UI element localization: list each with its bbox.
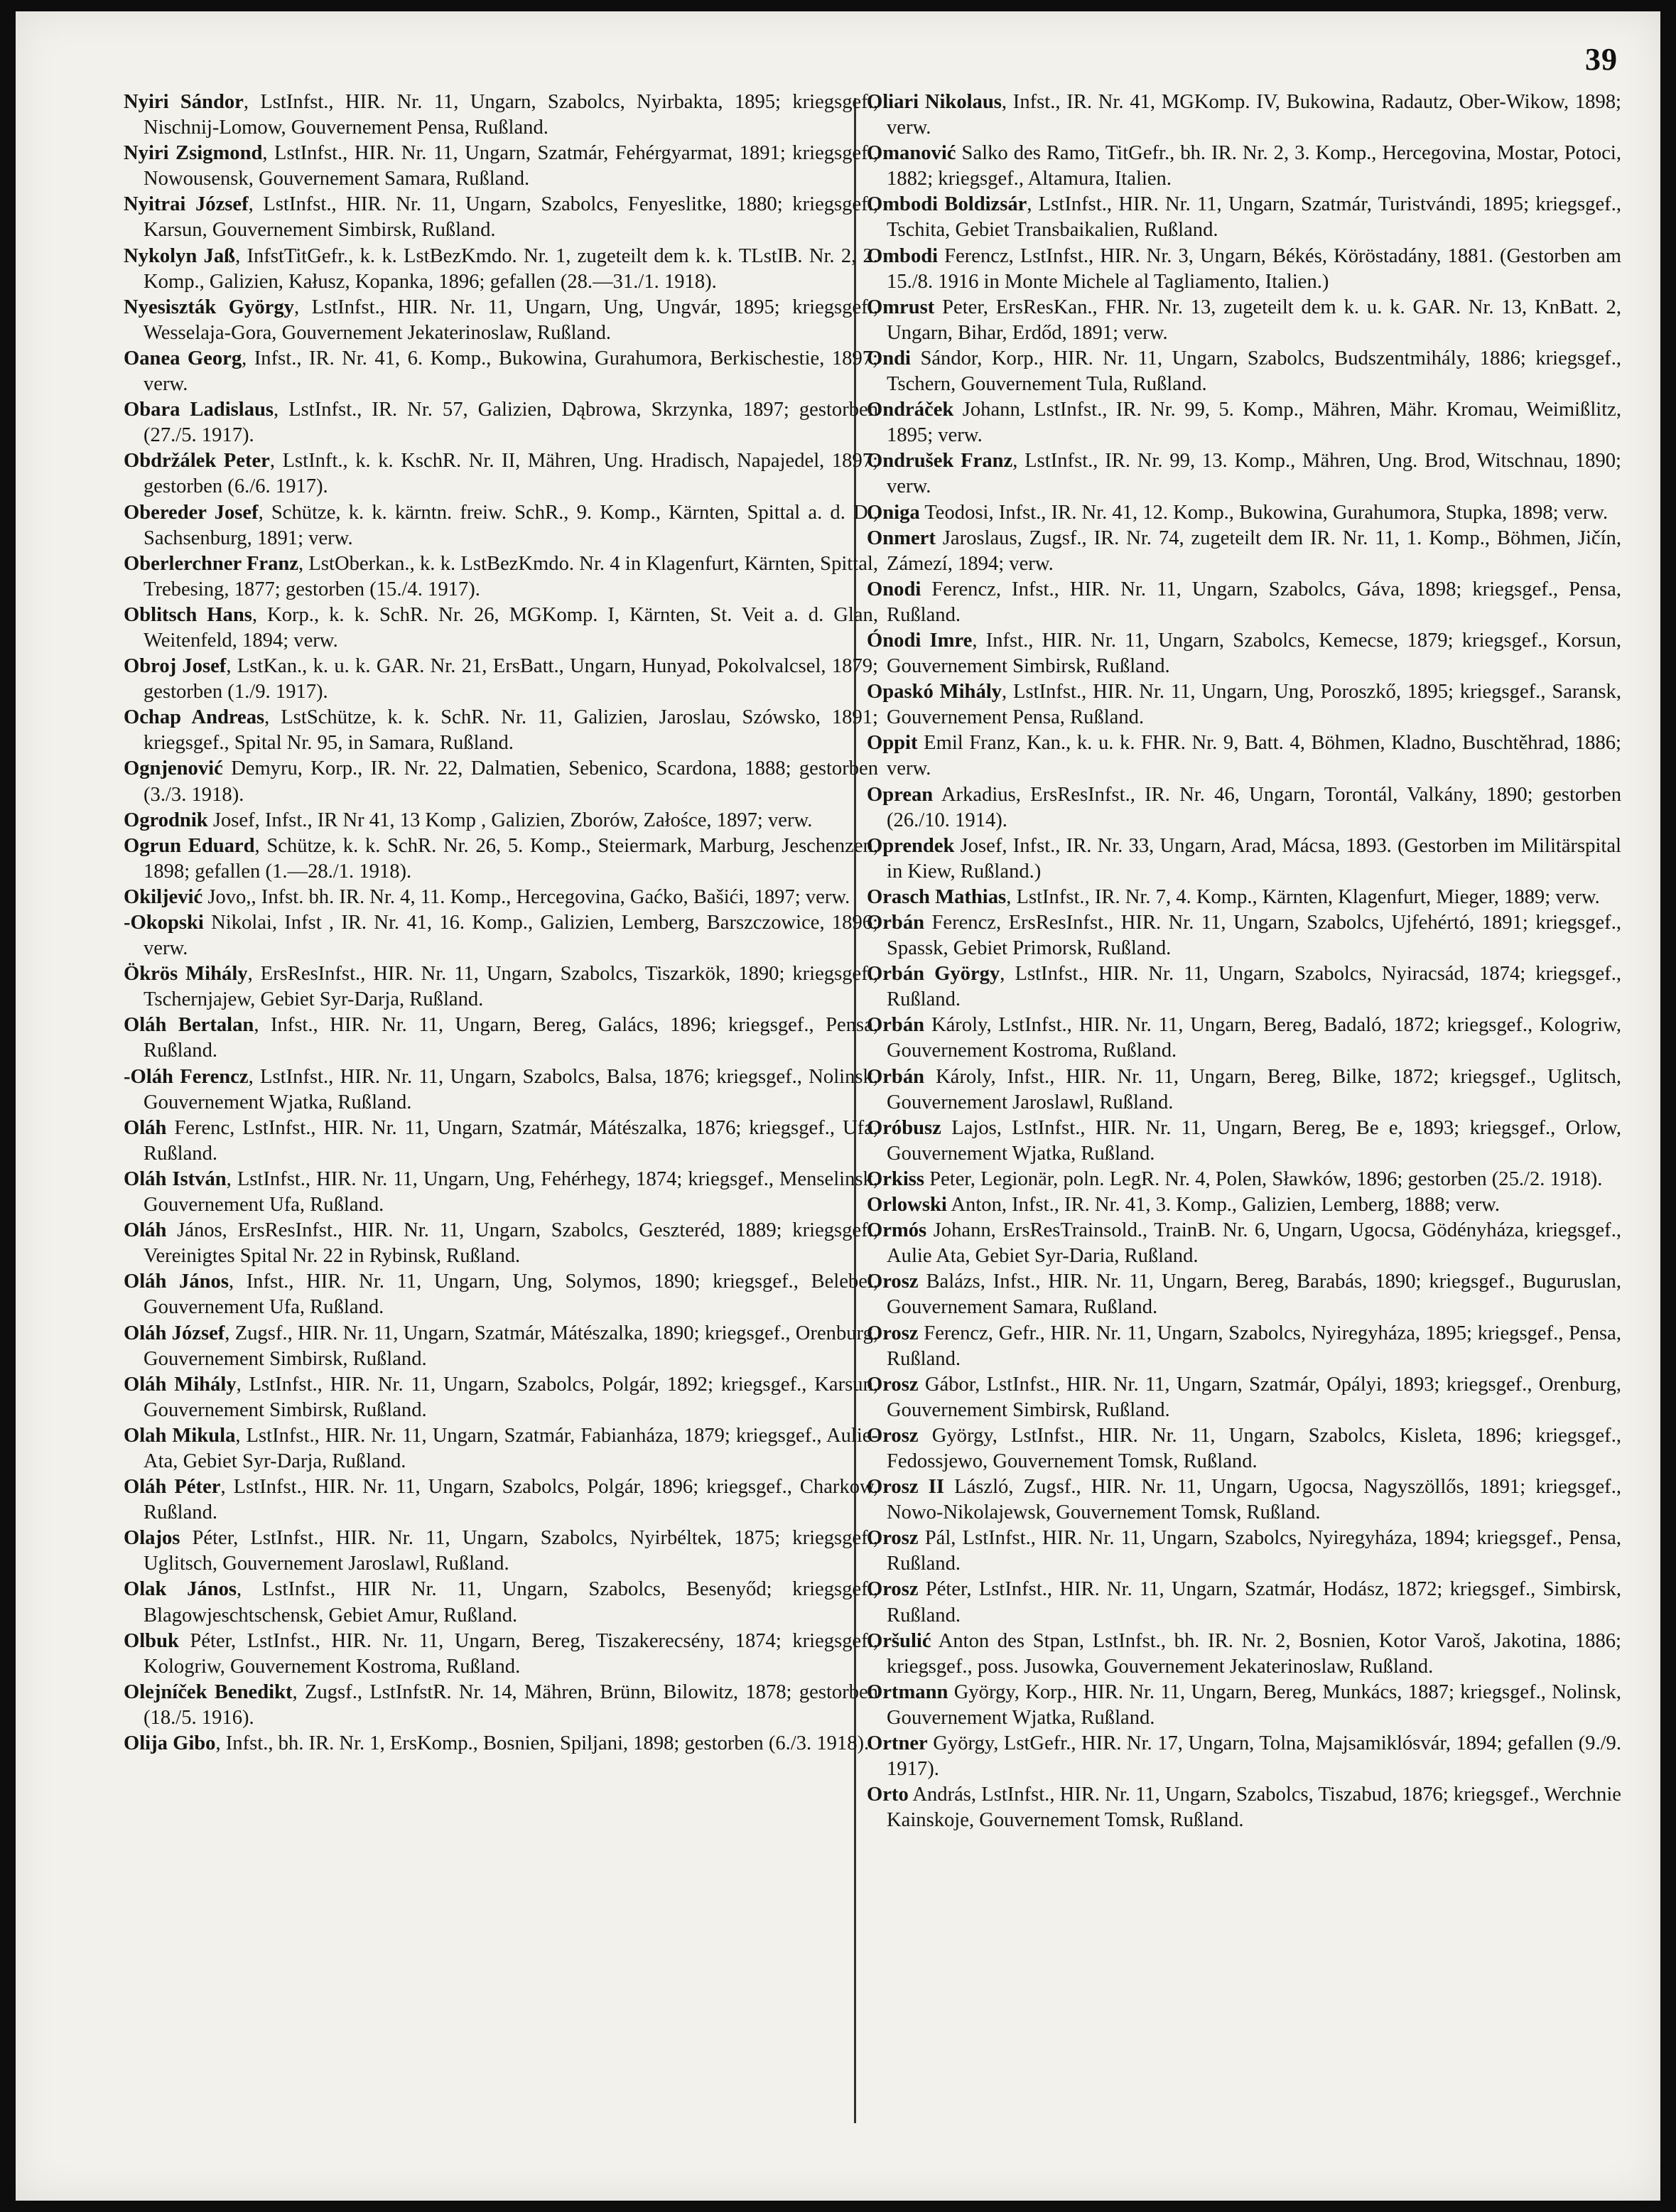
entry-name: Oniga (867, 501, 920, 524)
entry-details: György, LstInfst., HIR. Nr. 11, Ungarn, Szabolcs, Kisleta, 1896; kriegsgef., Fedossjewo, Gouvernement Tomsk, Rußland. (887, 1424, 1621, 1472)
entry-name: Ondráček (867, 399, 954, 421)
entry-details: Ferencz, Gefr., HIR. Nr. 11, Ungarn, Szabolcs, Nyiregyháza, 1895; kriegsgef., Pensa, Rußland. (887, 1322, 1621, 1370)
list-entry (867, 397, 1621, 448)
list-entry (124, 397, 878, 448)
entry-details: Peter, ErsResKan., FHR. Nr. 13, zugeteilt dem k. u. k. GAR. Nr. 13, KnBatt. 2, Ungarn, Bihar, Erdőd, 1891; verw. (887, 296, 1621, 344)
entry-name: Oliari Nikolaus (867, 91, 1002, 113)
list-entry (867, 295, 1621, 346)
entry-name: Oróbusz (867, 1116, 941, 1139)
entry-details: , LstInfst., HIR. Nr. 11, Ungarn, Szabolcs, Fenyeslitke, 1880; kriegsgef., Karsun, Gouvernement Simbirsk, Rußland. (144, 193, 878, 242)
entry-details: András, LstInfst., HIR. Nr. 11, Ungarn, Szabolcs, Tiszabud, 1876; kriegsgef., Werchnie Kainskoje, Gouvernement Tomsk, Rußland. (887, 1784, 1621, 1832)
list-entry (867, 1218, 1621, 1269)
list-entry (867, 1116, 1621, 1167)
list-entry (124, 1321, 878, 1372)
entry-details: , LstInfst., HIR Nr. 11, Ungarn, Szabolcs, Besenyőd; kriegsgef., Blagowjeschtschensk, Gebiet Amur, Rußland. (144, 1578, 878, 1626)
entry-details: , Schütze, k. k. kärntn. freiw. SchR., 9. Komp., Kärnten, Spittal a. d. D., Sachsenburg, 1891; verw. (144, 501, 878, 549)
entry-details: Péter, LstInfst., HIR. Nr. 11, Ungarn, Szabolcs, Nyirbéltek, 1875; kriegsgef., Uglitsch, Gouvernement Jaroslawl, Rußland. (144, 1527, 878, 1575)
right-column (867, 90, 1621, 1833)
entry-name: Oláh Mihály (124, 1373, 237, 1396)
list-entry (124, 141, 878, 192)
entry-details: , LstInfst., HIR. Nr. 11, Ungarn, Szatmár, Fehérgyarmat, 1891; kriegsgef., Nowousensk, Gouvernement Samara, Rußland. (144, 142, 878, 190)
entry-name: Obara Ladislaus (124, 399, 274, 421)
list-entry (867, 1423, 1621, 1474)
document-page (16, 11, 1660, 2201)
entry-details: György, Korp., HIR. Nr. 11, Ungarn, Bereg, Munkács, 1887; kriegsgef., Nolinsk, Gouvernement Wjatka, Rußland. (887, 1680, 1621, 1729)
entry-name: Okiljević (124, 885, 203, 908)
entry-name: Onodi (867, 578, 921, 600)
entry-name: Ortmann (867, 1680, 948, 1703)
entry-details: Ferencz, LstInfst., HIR. Nr. 3, Ungarn, Békés, Köröstadány, 1881. (Gestorben am 15./8. 1916 in Monte Michele al Tagliamento, Italien.) (887, 244, 1621, 293)
entry-name: -Oláh Ferencz (124, 1065, 249, 1088)
list-entry (867, 679, 1621, 730)
list-entry (867, 730, 1621, 782)
list-entry (867, 577, 1621, 628)
list-entry (124, 654, 878, 705)
entry-details: , LstInfst., HIR. Nr. 11, Ungarn, Szabolcs, Polgár, 1892; kriegsgef., Karsun, Gouvernement Simbirsk, Rußland. (144, 1373, 878, 1421)
entry-name: Orosz (867, 1424, 919, 1447)
entry-details: Ferencz, ErsResInfst., HIR. Nr. 11, Ungarn, Szabolcs, Ujfehértó, 1891; kriegsgef., Spassk, Gebiet Primorsk, Rußland. (887, 912, 1621, 960)
entry-details: , Infst., bh. IR. Nr. 1, ErsKomp., Bosnien, Spiljani, 1898; gestorben (6./3. 1918). (215, 1732, 870, 1754)
list-entry (867, 1167, 1621, 1192)
entry-name: Olak János (124, 1578, 237, 1601)
entry-name: Ombodi (867, 244, 939, 267)
list-entry (124, 1167, 878, 1218)
entry-name: Opaskó Mihály (867, 681, 1002, 703)
entry-details: , ErsResInfst., HIR. Nr. 11, Ungarn, Szabolcs, Tiszarkök, 1890; kriegsgef., Tschernjajew, Gebiet Syr-Darja, Rußland. (144, 963, 878, 1011)
list-entry (124, 1269, 878, 1320)
entry-details: , LstInfst., HIR. Nr. 11, Ungarn, Szabolcs, Polgár, 1896; kriegsgef., Charkow, Rußland. (144, 1476, 878, 1524)
entry-name: Oblitsch Hans (124, 603, 252, 626)
entry-details: Johann, LstInfst., IR. Nr. 99, 5. Komp., Mähren, Mähr. Kromau, Weimißlitz, 1895; verw. (887, 399, 1621, 447)
entry-details: Sándor, Korp., HIR. Nr. 11, Ungarn, Szabolcs, Budszentmihály, 1886; kriegsgef., Tschern, Gouvernement Tula, Rußland. (887, 347, 1621, 396)
entry-name: Orbán (867, 1014, 925, 1037)
list-entry (867, 885, 1621, 910)
entry-details: , LstInfst., HIR. Nr. 11, Ungarn, Szabolcs, Nyirbakta, 1895; kriegsgef., Nischnij-Lomow, Gouvernement Pensa, Rußland. (144, 91, 878, 139)
entry-details: Péter, LstInfst., HIR. Nr. 11, Ungarn, Bereg, Tiszakerecsény, 1874; kriegsgef., Kologriw, Gouvernement Kostroma, Rußland. (144, 1629, 878, 1678)
entry-name: Ortner (867, 1732, 928, 1754)
list-entry (867, 910, 1621, 961)
entry-name: Orasch Mathias (867, 885, 1007, 908)
entry-details: , LstInft., k. k. KschR. Nr. II, Mähren, Ung. Hradisch, Napajedel, 1897; gestorben (6./6. 1917). (144, 450, 878, 498)
list-entry (124, 346, 878, 397)
list-entry (124, 603, 878, 654)
entry-name: Oláh Bertalan (124, 1014, 254, 1037)
entry-details: Károly, Infst., HIR. Nr. 11, Ungarn, Bereg, Bilke, 1872; kriegsgef., Uglitsch, Gouvernement Jaroslawl, Rußland. (887, 1065, 1621, 1113)
entry-details: László, Zugsf., HIR. Nr. 11, Ungarn, Ugocsa, Nagyszöllős, 1891; kriegsgef., Nowo-Nikolajewsk, Gouvernement Tomsk, Rußland. (887, 1476, 1621, 1524)
entry-name: Nykolyn Jaß (124, 244, 236, 267)
entry-name: Orkiss (867, 1167, 925, 1190)
entry-details: Teodosi, Infst., IR. Nr. 41, 12. Komp., Bukowina, Gurahumora, Stupka, 1898; verw. (919, 501, 1609, 524)
entry-details: , LstInfst., HIR. Nr. 11, Ungarn, Ung, Ungvár, 1895; kriegsgef., Wesselaja-Gora, Gouvernement Jekaterinoslaw, Rußland. (144, 296, 878, 344)
list-entry (124, 192, 878, 243)
entry-details: , LstSchütze, k. k. SchR. Nr. 11, Galizien, Jaroslau, Szówsko, 1891; kriegsgef., Spital Nr. 95, in Samara, Rußland. (144, 706, 878, 755)
entry-name: Orbán (867, 1065, 925, 1088)
entry-name: Ónodi Imre (867, 629, 973, 652)
entry-name: Oprendek (867, 834, 955, 857)
entry-name: Nyiri Zsigmond (124, 142, 263, 165)
entry-details: Peter, Legionär, poln. LegR. Nr. 4, Polen, Sławków, 1896; gestorben (25./2. 1918). (924, 1167, 1603, 1190)
list-entry (124, 1372, 878, 1423)
entry-name: Obereder Josef (124, 501, 259, 524)
entry-name: Obroj Josef (124, 655, 227, 678)
list-entry (124, 1629, 878, 1680)
entry-details: Jaroslaus, Zugsf., IR. Nr. 74, zugeteilt dem IR. Nr. 11, 1. Komp., Böhmen, Jičín, Zámezí, 1894; verw. (887, 527, 1621, 575)
entry-name: Orto (867, 1784, 909, 1806)
list-entry (867, 1372, 1621, 1423)
entry-details: , LstInfst., IR. Nr. 99, 13. Komp., Mähren, Ung. Brod, Witschnau, 1890; verw. (887, 450, 1621, 498)
entry-details: , Korp., k. k. SchR. Nr. 26, MGKomp. I, Kärnten, St. Veit a. d. Glan, Weitenfeld, 1894; verw. (144, 603, 878, 652)
list-entry (124, 448, 878, 500)
entry-details: , LstInfst., HIR. Nr. 11, Ungarn, Szabolcs, Balsa, 1876; kriegsgef., Nolinsk, Gouvernement Wjatka, Rußland. (144, 1065, 878, 1113)
entry-name: Orbán (867, 912, 925, 934)
list-entry (867, 628, 1621, 679)
entry-details: , Infst., IR. Nr. 41, MGKomp. IV, Bukowina, Radautz, Ober-Wikow, 1898; verw. (887, 91, 1621, 139)
entry-name: Omanović (867, 142, 956, 165)
entry-details: Gábor, LstInfst., HIR. Nr. 11, Ungarn, Szatmár, Opályi, 1893; kriegsgef., Orenburg, Gouvernement Simbirsk, Rußland. (887, 1373, 1621, 1421)
entry-details: Josef, Infst., IR Nr 41, 13 Komp , Galizien, Zborów, Załośce, 1897; verw. (207, 809, 813, 831)
entry-name: Oberlerchner Franz (124, 552, 299, 575)
entry-name: Ondrušek Franz (867, 450, 1013, 473)
entry-details: , LstOberkan., k. k. LstBezKmdo. Nr. 4 in Klagenfurt, Kärnten, Spittal, Trebesing, 1877; gestorben (15./4. 1917). (144, 552, 878, 600)
list-entry (124, 1423, 878, 1474)
entry-details: Emil Franz, Kan., k. u. k. FHR. Nr. 9, Batt. 4, Böhmen, Kladno, Buschtěhrad, 1886; verw. (887, 732, 1621, 780)
list-entry (867, 782, 1621, 833)
entry-details: , Infst., HIR. Nr. 11, Ungarn, Bereg, Galács, 1896; kriegsgef., Pensa, Rußland. (144, 1014, 878, 1062)
entry-details: Károly, LstInfst., HIR. Nr. 11, Ungarn, Bereg, Badaló, 1872; kriegsgef., Kologriw, Gouvernement Kostroma, Rußland. (887, 1014, 1621, 1062)
entry-name: Oršulić (867, 1629, 931, 1652)
entry-name: Orosz (867, 1270, 919, 1293)
entry-name: Onmert (867, 527, 936, 549)
list-entry (867, 1782, 1621, 1833)
entry-details: , Zugsf., HIR. Nr. 11, Ungarn, Szatmár, Mátészalka, 1890; kriegsgef., Orenburg, Gouvernement Simbirsk, Rußland. (144, 1322, 878, 1370)
entry-name: Olajos (124, 1527, 180, 1550)
list-entry (124, 500, 878, 551)
list-entry (124, 705, 878, 756)
list-entry (867, 1577, 1621, 1628)
list-entry (867, 1629, 1621, 1680)
entry-name: Orosz (867, 1578, 919, 1601)
entry-details: Lajos, LstInfst., HIR. Nr. 11, Ungarn, Bereg, Be e, 1893; kriegsgef., Orlow, Gouvernement Wjatka, Rußland. (887, 1116, 1621, 1165)
list-entry (124, 1013, 878, 1064)
list-entry (867, 141, 1621, 192)
entry-name: Olbuk (124, 1629, 179, 1652)
entry-name: Ogrun Eduard (124, 834, 255, 857)
entry-name: Orosz (867, 1322, 919, 1344)
entry-name: Orosz (867, 1373, 919, 1396)
entry-details: Jovo,, Infst. bh. IR. Nr. 4, 11. Komp., Hercegovina, Gaćko, Bašići, 1897; verw. (202, 885, 850, 908)
list-entry (867, 1064, 1621, 1116)
list-entry (867, 961, 1621, 1013)
entry-details: , Infst., IR. Nr. 41, 6. Komp., Bukowina, Gurahumora, Berkischestie, 1897; verw. (144, 347, 878, 396)
entry-name: Oanea Georg (124, 347, 242, 369)
entry-details: , Zugsf., LstInfstR. Nr. 14, Mähren, Brünn, Bilowitz, 1878; gestorben (18./5. 1916). (144, 1680, 878, 1729)
entry-name: Omrust (867, 296, 935, 318)
entry-details: Ferencz, Infst., HIR. Nr. 11, Ungarn, Szabolcs, Gáva, 1898; kriegsgef., Pensa, Rußland. (887, 578, 1621, 626)
entry-details: Demyru, Korp., IR. Nr. 22, Dalmatien, Sebenico, Scardona, 1888; gestorben (3./3. 1918). (144, 757, 878, 806)
list-entry (867, 346, 1621, 397)
entry-name: Nyesiszták György (124, 296, 294, 318)
entry-details: Ferenc, LstInfst., HIR. Nr. 11, Ungarn, Szatmár, Mátészalka, 1876; kriegsgef., Ufa, Rußland. (144, 1116, 878, 1165)
entry-name: Oprean (867, 783, 934, 806)
list-entry (867, 833, 1621, 885)
entry-name: Ogrodnik (124, 809, 208, 831)
entry-name: Olejníček Benedikt (124, 1680, 293, 1703)
entry-details: György, LstGefr., HIR. Nr. 17, Ungarn, Tolna, Majsamiklósvár, 1894; gefallen (9./9. 1917). (887, 1732, 1621, 1781)
entry-details: , Schütze, k. k. SchR. Nr. 26, 5. Komp., Steiermark, Marburg, Jeschenzen, 1898; gefallen (1.—28./1. 1918). (144, 834, 878, 883)
page-number: 39 (1585, 42, 1618, 77)
list-entry (867, 1013, 1621, 1064)
entry-name: Oláh (124, 1219, 167, 1242)
list-entry (124, 551, 878, 603)
entry-name: Oláh János (124, 1270, 229, 1293)
entry-details: Anton des Stpan, LstInfst., bh. IR. Nr. 2, Bosnien, Kotor Varoš, Jakotina, 1886; kriegsgef., poss. Jusowka, Gouvernement Jekaterinoslaw, Rußland. (887, 1629, 1621, 1678)
entry-details: Nikolai, Infst , IR. Nr. 41, 16. Komp., Galizien, Lemberg, Barszczowice, 1896; verw. (144, 912, 878, 960)
entry-details: János, ErsResInfst., HIR. Nr. 11, Ungarn, Szabolcs, Geszteréd, 1889; kriegsgef., Vereinigtes Spital Nr. 22 in Rybinsk, Rußland. (144, 1219, 878, 1268)
entry-name: Ombodi Boldizsár (867, 193, 1027, 216)
list-entry (124, 910, 878, 961)
entry-details: Balázs, Infst., HIR. Nr. 11, Ungarn, Bereg, Barabás, 1890; kriegsgef., Buguruslan, Gouvernement Samara, Rußland. (887, 1270, 1621, 1319)
entry-details: , Infst., HIR. Nr. 11, Ungarn, Ung, Solymos, 1890; kriegsgef., Belebei, Gouvernement Ufa, Rußland. (144, 1270, 878, 1319)
list-entry (867, 1526, 1621, 1577)
entry-name: Ormós (867, 1219, 927, 1242)
entry-details: Johann, ErsResTrainsold., TrainB. Nr. 6, Ungarn, Ugocsa, Gödényháza, kriegsgef., Aulie Ata, Gebiet Syr-Daria, Rußland. (887, 1219, 1621, 1268)
entry-name: Ognjenović (124, 757, 223, 780)
entry-name: Oláh Péter (124, 1476, 221, 1499)
entry-name: Oláh (124, 1116, 167, 1139)
list-entry (867, 500, 1621, 526)
entry-name: Obdržálek Peter (124, 450, 270, 473)
left-column (124, 90, 878, 1757)
list-entry (124, 961, 878, 1013)
list-entry (124, 1474, 878, 1526)
list-entry (124, 90, 878, 141)
entry-details: , LstKan., k. u. k. GAR. Nr. 21, ErsBatt., Ungarn, Hunyad, Pokolvalcsel, 1879; gestorben (1./9. 1917). (144, 655, 878, 703)
list-entry (124, 1731, 878, 1757)
list-entry (867, 1731, 1621, 1782)
list-entry (867, 1269, 1621, 1320)
entry-name: -Okopski (124, 912, 204, 934)
entry-details: , LstInfst., HIR. Nr. 11, Ungarn, Szabolcs, Nyiracsád, 1874; kriegsgef., Rußland. (887, 963, 1621, 1011)
list-entry (867, 1680, 1621, 1731)
entry-name: Olah Mikula (124, 1424, 236, 1447)
list-entry (867, 192, 1621, 243)
list-entry (867, 1321, 1621, 1372)
entry-details: , InfstTitGefr., k. k. LstBezKmdo. Nr. 1, zugeteilt dem k. k. TLstIB. Nr. 2, 2. Komp., Galizien, Kałusz, Kopanka, 1896; gefallen (28.—31./1. 1918). (144, 244, 878, 293)
entry-details: , Infst., HIR. Nr. 11, Ungarn, Szabolcs, Kemecse, 1879; kriegsgef., Korsun, Gouvernement Simbirsk, Rußland. (887, 629, 1621, 678)
entry-name: Oláh István (124, 1167, 227, 1190)
list-entry (124, 1577, 878, 1628)
entry-name: Ochap Andreas (124, 706, 265, 729)
entry-details: , LstInfst., HIR. Nr. 11, Ungarn, Szatmár, Fabianháza, 1879; kriegsgef., Aulie-Ata, Gebiet Syr-Darja, Rußland. (144, 1424, 878, 1472)
entry-name: Nyiri Sándor (124, 91, 244, 113)
entry-details: , LstInfst., HIR. Nr. 11, Ungarn, Ung, Fehérhegy, 1874; kriegsgef., Menselinsk, Gouvernement Ufa, Rußland. (144, 1167, 878, 1216)
list-entry (867, 90, 1621, 141)
entry-details: Pál, LstInfst., HIR. Nr. 11, Ungarn, Szabolcs, Nyiregyháza, 1894; kriegsgef., Pensa, Rußland. (887, 1527, 1621, 1575)
entry-details: Salko des Ramo, TitGefr., bh. IR. Nr. 2, 3. Komp., Hercegovina, Mostar, Potoci, 1882; kriegsgef., Altamura, Italien. (887, 142, 1621, 190)
entry-name: Nyitrai József (124, 193, 249, 216)
list-entry (124, 885, 878, 910)
entry-name: Orosz (867, 1527, 919, 1550)
list-entry (867, 1192, 1621, 1218)
entry-name: Orbán György (867, 963, 1000, 986)
entry-name: Ökrös Mihály (124, 963, 248, 986)
entry-name: Orlowski (867, 1194, 947, 1216)
list-entry (124, 1680, 878, 1731)
list-entry (124, 808, 878, 833)
list-entry (124, 295, 878, 346)
entry-details: Anton, Infst., IR. Nr. 41, 3. Komp., Galizien, Lemberg, 1888; verw. (946, 1194, 1501, 1216)
entry-name: Orosz II (867, 1476, 944, 1499)
list-entry (124, 1116, 878, 1167)
entry-details: , LstInfst., HIR. Nr. 11, Ungarn, Ung, Poroszkő, 1895; kriegsgef., Saransk, Gouvernement Pensa, Rußland. (887, 681, 1621, 729)
list-entry (124, 756, 878, 807)
list-entry (867, 1474, 1621, 1526)
entry-details: , LstInfst., IR. Nr. 57, Galizien, Dąbrowa, Skrzynka, 1897; gestorben (27./5. 1917). (144, 399, 878, 447)
list-entry (124, 244, 878, 295)
entry-details: Josef, Infst., IR. Nr. 33, Ungarn, Arad, Mácsa, 1893. (Gestorben im Militärspital in Kiew, Rußland.) (887, 834, 1621, 883)
list-entry (124, 1526, 878, 1577)
entry-details: , LstInfst., IR. Nr. 7, 4. Komp., Kärnten, Klagenfurt, Mieger, 1889; verw. (1006, 885, 1600, 908)
entry-name: Olija Gibo (124, 1732, 216, 1754)
list-entry (867, 244, 1621, 295)
entry-details: Arkadius, ErsResInfst., IR. Nr. 46, Ungarn, Torontál, Valkány, 1890; gestorben (26./10. 1914). (887, 783, 1621, 831)
entry-name: Ondi (867, 347, 911, 369)
entry-details: , LstInfst., HIR. Nr. 11, Ungarn, Szatmár, Turistvándi, 1895; kriegsgef., Tschita, Gebiet Transbaikalien, Rußland. (887, 193, 1621, 242)
list-entry (124, 833, 878, 885)
entry-name: Oppit (867, 732, 918, 755)
list-entry (124, 1218, 878, 1269)
list-entry (867, 448, 1621, 500)
entry-details: Péter, LstInfst., HIR. Nr. 11, Ungarn, Szatmár, Hodász, 1872; kriegsgef., Simbirsk, Rußland. (887, 1578, 1621, 1626)
list-entry (124, 1064, 878, 1116)
list-entry (867, 526, 1621, 577)
entry-name: Oláh József (124, 1322, 225, 1344)
